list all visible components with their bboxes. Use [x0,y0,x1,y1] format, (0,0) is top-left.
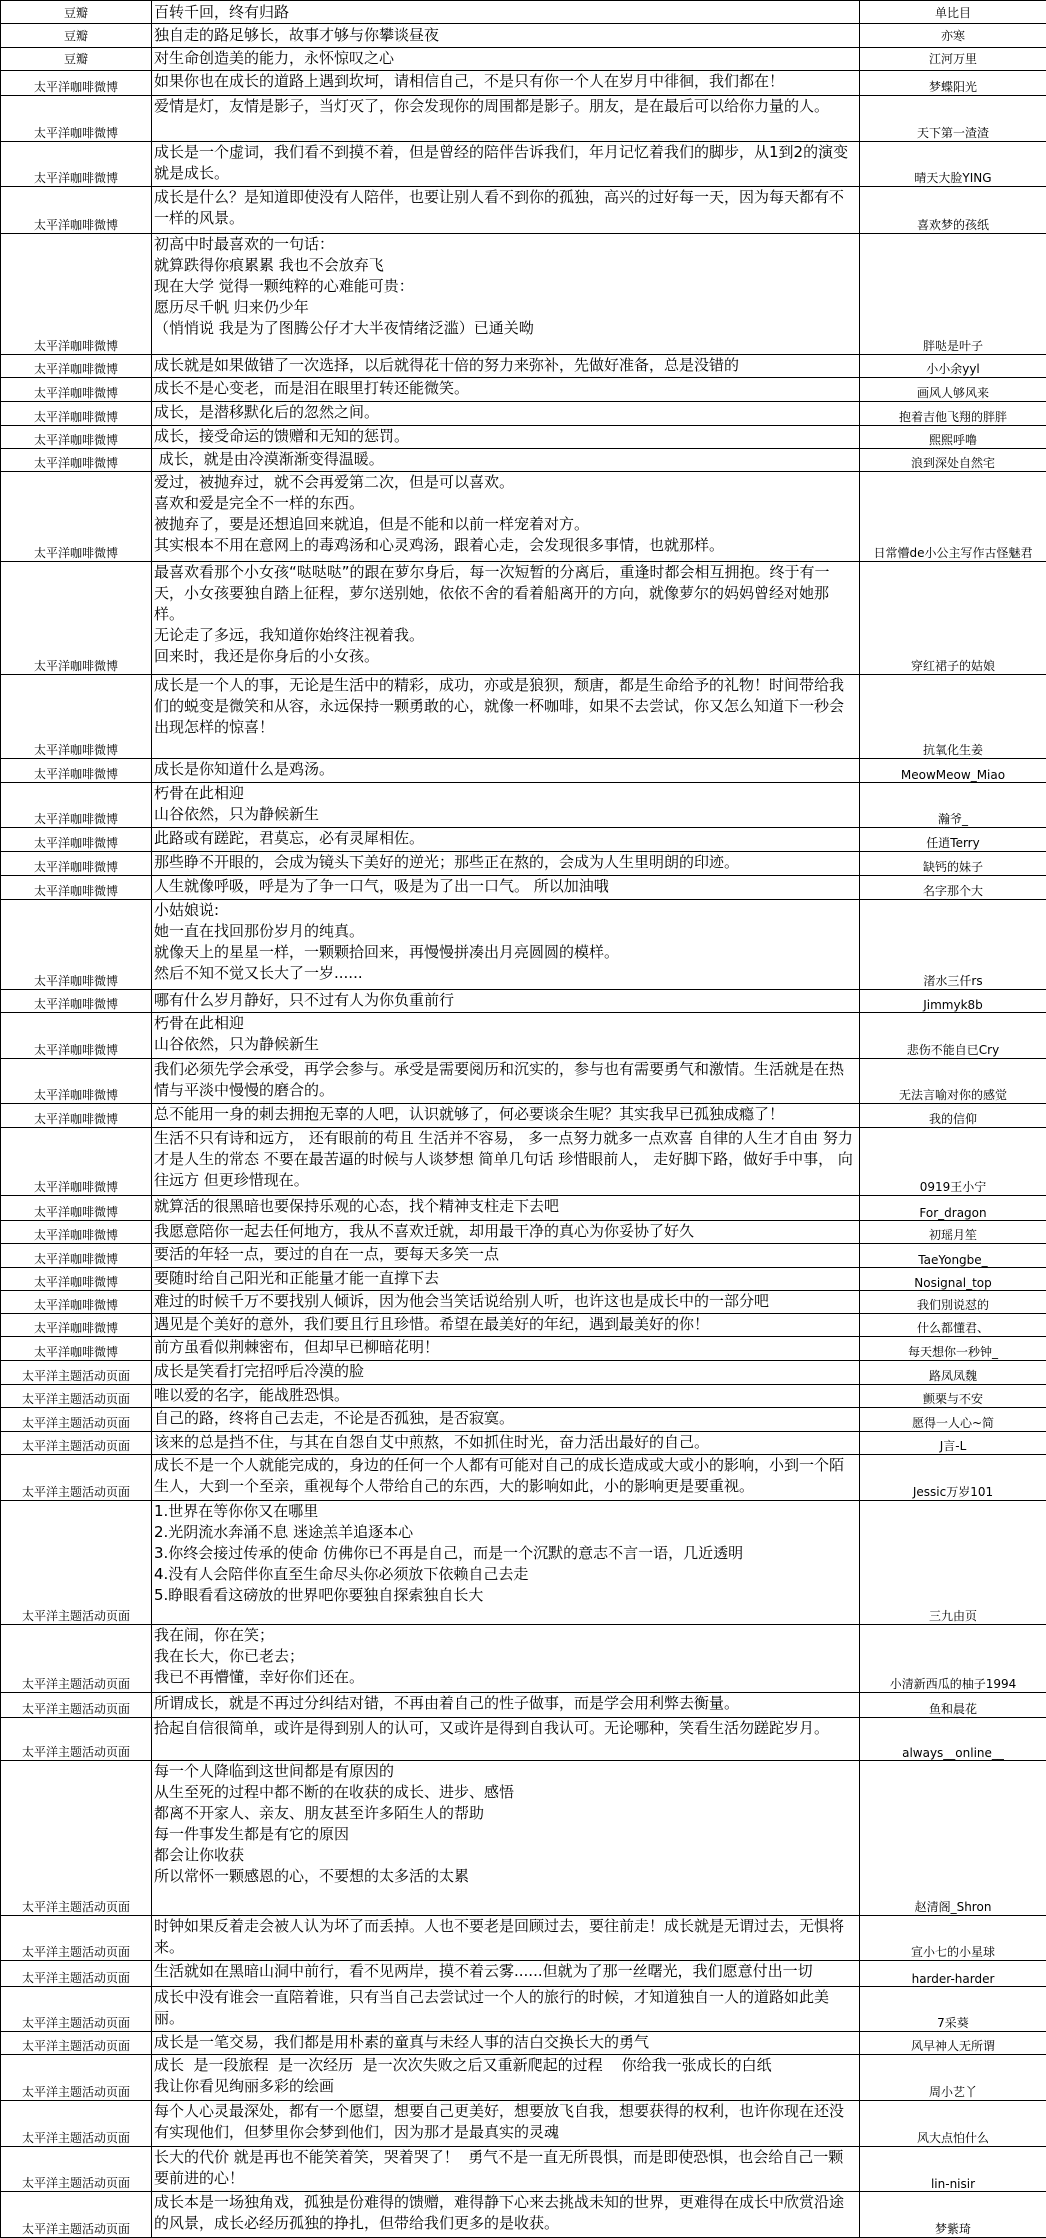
author-cell: 江河万里 [860,47,1046,70]
author-cell: lin-nisir [860,2146,1046,2192]
author-cell: 名字那个大 [860,875,1046,899]
quotes-table-body [1,1,1046,2238]
table-row [1,852,1046,875]
source-cell: 太平洋咖啡微博 [1,96,152,142]
source-cell: 太平洋咖啡微博 [1,562,152,674]
quote-cell: 成长本是一场独角戏，孤独是份难得的馈赠，难得静下心来去挑战未知的世界，更难得在成长中欣赏沿途的风景，成长必经历孤独的挣扎，但带给我们更多的是收获。 [152,2192,860,2238]
author-cell: J言-L [860,1431,1046,1454]
source-cell: 太平洋咖啡微博 [1,187,152,234]
quote-cell: 成长中没有谁会一直陪着谁，只有当自己去尝试过一个人的旅行的时候，才知道独自一人的道路如此美丽。 [152,1986,860,2032]
quote-cell: 成长是笑看打完招呼后冷漠的脸 [152,1360,860,1384]
table-row [1,425,1046,448]
table-row [1,354,1046,377]
source-cell: 太平洋主题活动页面 [1,2192,152,2238]
source-cell: 豆瓣 [1,24,152,47]
source-cell: 豆瓣 [1,47,152,70]
author-cell: 颤栗与不安 [860,1385,1046,1408]
table-row [1,1761,1046,1916]
table-row [1,562,1046,674]
source-cell: 太平洋咖啡微博 [1,990,152,1013]
author-cell: 0919王小宁 [860,1127,1046,1195]
source-cell: 太平洋咖啡微博 [1,1058,152,1104]
table-row [1,1961,1046,1986]
source-cell: 太平洋主题活动页面 [1,2100,152,2146]
quote-cell: 那些睁不开眼的，会成为镜头下美好的逆光；那些正在熬的，会成为人生里明朗的印迹。 [152,852,860,875]
source-cell: 太平洋主题活动页面 [1,1961,152,1986]
source-cell: 太平洋咖啡微博 [1,828,152,852]
table-row [1,2192,1046,2238]
author-cell: 画风人够风来 [860,377,1046,401]
quote-cell: 生活不只有诗和远方， 还有眼前的苟且 生活并不容易， 多一点努力就多一点欢喜 自律的人生才自由 努力才是人生的常态 不要在最苦逼的时候与人谈梦想 简单几句话 珍惜眼前人， 走好脚下路，做好手中事， 向往远方 但更珍惜现在。 [152,1127,860,1195]
quote-cell: 成长是你知道什么是鸡汤。 [152,759,860,782]
source-cell: 太平洋咖啡微博 [1,425,152,448]
quote-cell: 我愿意陪你一起去任何地方，我从不喜欢迁就，却用最干净的真心为你妥协了好久 [152,1220,860,1243]
source-cell: 太平洋咖啡微博 [1,875,152,899]
author-cell: TaeYongbe_ [860,1244,1046,1267]
table-row [1,1717,1046,1760]
source-cell: 太平洋咖啡微博 [1,1013,152,1059]
source-cell: 太平洋咖啡微博 [1,402,152,425]
table-row [1,1,1046,24]
source-cell: 豆瓣 [1,1,152,24]
quote-cell: 百转千回，终有归路 [152,1,860,24]
quote-cell: 前方虽看似荆棘密布，但却早已柳暗花明！ [152,1337,860,1360]
quote-cell: 最喜欢看那个小女孩“哒哒哒”的跟在萝尔身后，每一次短暂的分离后，重逢时都会相互拥抱。终于有一天，小女孩要独自踏上征程，萝尔送别她，依依不舍的看着船离开的方向，就像萝尔的妈妈曾经对她那样。 无论走了多远，我知道你始终注视着我。 回来时，我还是你身后的小女孩。 [152,562,860,674]
author-cell: For_dragon [860,1195,1046,1220]
table-row [1,759,1046,782]
author-cell: 日常懵de小公主写作古怪魅君 [860,472,1046,562]
quote-cell: 要活的年轻一点，要过的自在一点，要每天多笑一点 [152,1244,860,1267]
source-cell: 太平洋咖啡微博 [1,759,152,782]
author-cell: 小小余yyl [860,354,1046,377]
source-cell: 太平洋咖啡微博 [1,472,152,562]
quote-cell: 我们必须先学会承受，再学会参与。承受是需要阅历和沉实的，参与也有需要勇气和激情。生活就是在热情与平淡中慢慢的磨合的。 [152,1058,860,1104]
table-row [1,1013,1046,1059]
table-row [1,402,1046,425]
table-row [1,1314,1046,1337]
table-row [1,96,1046,142]
quote-cell: 成长，是潜移默化后的忽然之间。 [152,402,860,425]
quote-cell: 成长不是心变老，而是泪在眼里打转还能微笑。 [152,377,860,401]
author-cell: 周小艺丫 [860,2055,1046,2101]
source-cell: 太平洋咖啡微博 [1,900,152,990]
quote-cell: 成长是一笔交易，我们都是用朴素的童真与未经人事的洁白交换长大的勇气 [152,2032,860,2055]
quote-cell: 该来的总是挡不住，与其在自怨自艾中煎熬，不如抓住时光，奋力活出最好的自己。 [152,1431,860,1454]
quote-cell: 难过的时候千万不要找别人倾诉，因为他会当笑话说给别人听，也许这也是成长中的一部分吧 [152,1290,860,1313]
author-cell: 梦紫琦 [860,2192,1046,2238]
table-row [1,70,1046,95]
quote-cell: 时钟如果反着走会被人认为坏了而丢掉。人也不要老是回顾过去，要往前走！成长就是无谓过去，无惧将来。 [152,1915,860,1961]
author-cell: 初瑶月笙 [860,1220,1046,1243]
table-row [1,1220,1046,1243]
quote-cell: 朽骨在此相迎 山谷依然，只为静候新生 [152,1013,860,1059]
quote-cell: 成长是什么？是知道即使没有人陪伴，也要让别人看不到你的孤独，高兴的过好每一天，因为每天都有不一样的风景。 [152,187,860,234]
author-cell: 什么都懂君、 [860,1314,1046,1337]
quote-cell: 所谓成长，就是不再过分纠结对错，不再由着自己的性子做事，而是学会用利弊去衡量。 [152,1693,860,1717]
author-cell: 我们別说怼的 [860,1290,1046,1313]
source-cell: 太平洋主题活动页面 [1,1360,152,1384]
table-row [1,1500,1046,1625]
author-cell: 瀚爷_ [860,782,1046,828]
author-cell: 路凤凤魏 [860,1360,1046,1384]
source-cell: 太平洋主题活动页面 [1,1915,152,1961]
author-cell: 天下第一渣渣 [860,96,1046,142]
quote-cell: 就算活的很黑暗也要保持乐观的心态，找个精神支柱走下去吧 [152,1195,860,1220]
source-cell: 太平洋咖啡微博 [1,1314,152,1337]
table-row [1,2100,1046,2146]
table-row [1,472,1046,562]
quote-cell: 1.世界在等你你又在哪里 2.光阴流水奔涌不息 迷途羔羊追逐本心 3.你终会接过传承的使命 仿佛你已不再是自己，而是一个沉默的意志不言一语，几近透明 4.没有人会陪伴你直至生命尽头你必须放下依赖自己去走 5.睁眼看看这磅放的世界吧你要独自探索独自长大 [152,1500,860,1625]
quote-cell: 人生就像呼吸，呼是为了争一口气，吸是为了出一口气。 所以加油哦 [152,875,860,899]
author-cell: 鱼和晨花 [860,1693,1046,1717]
table-row [1,187,1046,234]
source-cell: 太平洋咖啡微博 [1,782,152,828]
quote-cell: 成长就是如果做错了一次选择，以后就得花十倍的努力来弥补，先做好准备，总是没错的 [152,354,860,377]
source-cell: 太平洋主题活动页面 [1,1408,152,1431]
table-row [1,1267,1046,1290]
quote-cell: 成长是一个人的事，无论是生活中的精彩，成功，亦或是狼狈，颓唐，都是生命给予的礼物！时间带给我们的蜕变是微笑和从容，永远保持一颗勇敢的心，就像一杯咖啡，如果不去尝试，你又怎么知道下一秒会出现怎样的惊喜！ [152,674,860,759]
table-row [1,828,1046,852]
quote-cell: 唯以爱的名字，能战胜恐惧。 [152,1385,860,1408]
source-cell: 太平洋咖啡微博 [1,674,152,759]
table-row [1,875,1046,899]
table-row [1,2146,1046,2192]
source-cell: 太平洋主题活动页面 [1,2032,152,2055]
source-cell: 太平洋咖啡微博 [1,70,152,95]
source-cell: 太平洋咖啡微博 [1,377,152,401]
author-cell: 亦寒 [860,24,1046,47]
table-row [1,47,1046,70]
author-cell: 小清新西瓜的柚子1994 [860,1625,1046,1693]
source-cell: 太平洋主题活动页面 [1,1385,152,1408]
source-cell: 太平洋主题活动页面 [1,2146,152,2192]
table-row [1,1127,1046,1195]
source-cell: 太平洋主题活动页面 [1,1500,152,1625]
author-cell: 无法言喻对你的感觉 [860,1058,1046,1104]
source-cell: 太平洋主题活动页面 [1,1761,152,1916]
author-cell: 风早神人无所谓 [860,2032,1046,2055]
table-row [1,141,1046,187]
table-row [1,1360,1046,1384]
author-cell: 任逍Terry [860,828,1046,852]
source-cell: 太平洋咖啡微博 [1,1220,152,1243]
source-cell: 太平洋咖啡微博 [1,852,152,875]
table-row [1,1337,1046,1360]
quote-cell: 初高中时最喜欢的一句话： 就算跌得你痕累累 我也不会放弃飞 现在大学 觉得一颗纯粹的心难能可贵： 愿历尽千帆 归来仍少年 （悄悄说 我是为了图腾公仔才大半夜情绪泛滥）已通关呦 [152,233,860,354]
table-row [1,674,1046,759]
quote-cell: 成长不是一个人就能完成的，身边的任何一个人都有可能对自己的成长造成或大或小的影响，小到一个陌生人，大到一个至亲，重视每个人带给自己的东西，大的影响如此，小的影响更是要重视。 [152,1454,860,1500]
source-cell: 太平洋咖啡微博 [1,1195,152,1220]
source-cell: 太平洋主题活动页面 [1,1431,152,1454]
author-cell: MeowMeow_Miao [860,759,1046,782]
author-cell: 宣小七的小星球 [860,1915,1046,1961]
source-cell: 太平洋咖啡微博 [1,1244,152,1267]
author-cell: 抗氧化生姜 [860,674,1046,759]
table-row [1,1244,1046,1267]
table-row [1,990,1046,1013]
author-cell: Jimmyk8b [860,990,1046,1013]
quote-cell: 对生命创造美的能力，永怀惊叹之心 [152,47,860,70]
quote-cell: 成长 是一段旅程 是一次经历 是一次次失败之后又重新爬起的过程 你给我一张成长的白纸 我让你看见绚丽多彩的绘画 [152,2055,860,2101]
author-cell: Nosignal_top [860,1267,1046,1290]
author-cell: 愿得一人心~简 [860,1408,1046,1431]
author-cell: 每天想你一秒钟_ [860,1337,1046,1360]
quote-cell: 爱情是灯，友情是影子，当灯灭了，你会发现你的周围都是影子。朋友，是在最后可以给你力量的人。 [152,96,860,142]
table-row [1,1058,1046,1104]
author-cell: 单比目 [860,1,1046,24]
source-cell: 太平洋主题活动页面 [1,1454,152,1500]
source-cell: 太平洋咖啡微博 [1,354,152,377]
author-cell: 悲伤不能自已Cry [860,1013,1046,1059]
quote-cell: 如果你也在成长的道路上遇到坎坷，请相信自己，不是只有你一个人在岁月中徘徊，我们都在！ [152,70,860,95]
table-row [1,377,1046,401]
quote-cell: 独自走的路足够长，故事才够与你攀谈昼夜 [152,24,860,47]
table-row [1,2055,1046,2101]
author-cell: always__online__ [860,1717,1046,1760]
quote-cell: 生活就如在黑暗山洞中前行，看不见两岸，摸不着云雾......但就为了那一丝曙光，我们愿意付出一切 [152,1961,860,1986]
table-row [1,900,1046,990]
author-cell: 风大点怕什么 [860,2100,1046,2146]
table-row [1,782,1046,828]
source-cell: 太平洋咖啡微博 [1,1127,152,1195]
author-cell: 抱着吉他飞翔的胖胖 [860,402,1046,425]
source-cell: 太平洋咖啡微博 [1,448,152,471]
source-cell: 太平洋咖啡微博 [1,1290,152,1313]
author-cell: Jessic万岁101 [860,1454,1046,1500]
table-row [1,1408,1046,1431]
quote-cell: 自己的路，终将自己去走，不论是否孤独，是否寂寞。 [152,1408,860,1431]
author-cell: 缺钙的妹子 [860,852,1046,875]
quote-cell: 每一个人降临到这世间都是有原因的 从生至死的过程中都不断的在收获的成长、进步、感悟 都离不开家人、亲友、朋友甚至许多陌生人的帮助 每一件事发生都是有它的原因 都会让你收获 所以常怀一颗感恩的心，不要想的太多活的太累 [152,1761,860,1916]
quote-cell: 我在闹，你在笑； 我在长大，你已老去； 我已不再懵懂，幸好你们还在。 [152,1625,860,1693]
author-cell: 渚水三仟rs [860,900,1046,990]
quote-cell: 拾起自信很简单，或许是得到别人的认可，又或许是得到自我认可。无论哪种，笑看生活勿蹉跎岁月。 [152,1717,860,1760]
quote-cell: 成长，就是由冷漠渐渐变得温暖。 [152,448,860,471]
author-cell: 梦蝶阳光 [860,70,1046,95]
author-cell: 三九由页 [860,1500,1046,1625]
table-row [1,1290,1046,1313]
table-row [1,1385,1046,1408]
quote-cell: 成长，接受命运的馈赠和无知的惩罚。 [152,425,860,448]
table-row [1,1431,1046,1454]
source-cell: 太平洋主题活动页面 [1,1717,152,1760]
quote-cell: 要随时给自己阳光和正能量才能一直撑下去 [152,1267,860,1290]
quote-cell: 总不能用一身的刺去拥抱无辜的人吧，认识就够了，何必要谈余生呢？其实我早已孤独成瘾了！ [152,1104,860,1127]
table-row [1,1915,1046,1961]
table-row [1,448,1046,471]
source-cell: 太平洋咖啡微博 [1,1337,152,1360]
table-row [1,2032,1046,2055]
author-cell: 穿红裙子的姑娘 [860,562,1046,674]
source-cell: 太平洋咖啡微博 [1,1267,152,1290]
author-cell: 赵清阁_Shron [860,1761,1046,1916]
author-cell: 晴天大脸YING [860,141,1046,187]
quote-cell: 遇见是个美好的意外，我们要且行且珍惜。希望在最美好的年纪，遇到最美好的你！ [152,1314,860,1337]
author-cell: 熙熙呼噜 [860,425,1046,448]
table-row [1,1454,1046,1500]
quote-cell: 朽骨在此相迎 山谷依然，只为静候新生 [152,782,860,828]
author-cell: 胖哒是叶子 [860,233,1046,354]
author-cell: 7采葵 [860,1986,1046,2032]
quote-cell: 哪有什么岁月静好，只不过有人为你负重前行 [152,990,860,1013]
table-row [1,233,1046,354]
author-cell: 浪到深处自然宅 [860,448,1046,471]
quote-cell: 每个人心灵最深处，都有一个愿望，想要自己更美好，想要放飞自我，想要获得的权利，也许你现在还没有实现他们，但梦里你会梦到他们，因为那才是最真实的灵魂 [152,2100,860,2146]
source-cell: 太平洋咖啡微博 [1,233,152,354]
table-row [1,1693,1046,1717]
table-row [1,1986,1046,2032]
source-cell: 太平洋主题活动页面 [1,1693,152,1717]
quote-cell: 成长是一个虚词，我们看不到摸不着，但是曾经的陪伴告诉我们，年月记忆着我们的脚步，从1到2的演变就是成长。 [152,141,860,187]
quote-cell: 此路或有蹉跎，君莫忘，必有灵犀相佐。 [152,828,860,852]
author-cell: harder-harder [860,1961,1046,1986]
source-cell: 太平洋咖啡微博 [1,1104,152,1127]
author-cell: 我的信仰 [860,1104,1046,1127]
quote-cell: 爱过，被抛弃过，就不会再爱第二次，但是可以喜欢。 喜欢和爱是完全不一样的东西。 被抛弃了，要是还想追回来就追，但是不能和以前一样宠着对方。 其实根本不用在意网上的毒鸡汤和心灵鸡汤，跟着心走，会发现很多事情，也就那样。 [152,472,860,562]
source-cell: 太平洋主题活动页面 [1,1986,152,2032]
quote-cell: 长大的代价 就是再也不能笑着笑，哭着哭了！ 勇气不是一直无所畏惧，而是即使恐惧，也会给自己一颗要前进的心！ [152,2146,860,2192]
source-cell: 太平洋主题活动页面 [1,2055,152,2101]
table-row [1,1625,1046,1693]
quote-cell: 小姑娘说: 她一直在找回那份岁月的纯真。 就像天上的星星一样，一颗颗拾回来，再慢慢拼凑出月亮圆圆的模样。 然后不知不觉又长大了一岁...... [152,900,860,990]
source-cell: 太平洋咖啡微博 [1,141,152,187]
table-row [1,1104,1046,1127]
table-row [1,24,1046,47]
table-row [1,1195,1046,1220]
source-cell: 太平洋主题活动页面 [1,1625,152,1693]
author-cell: 喜欢梦的孩纸 [860,187,1046,234]
